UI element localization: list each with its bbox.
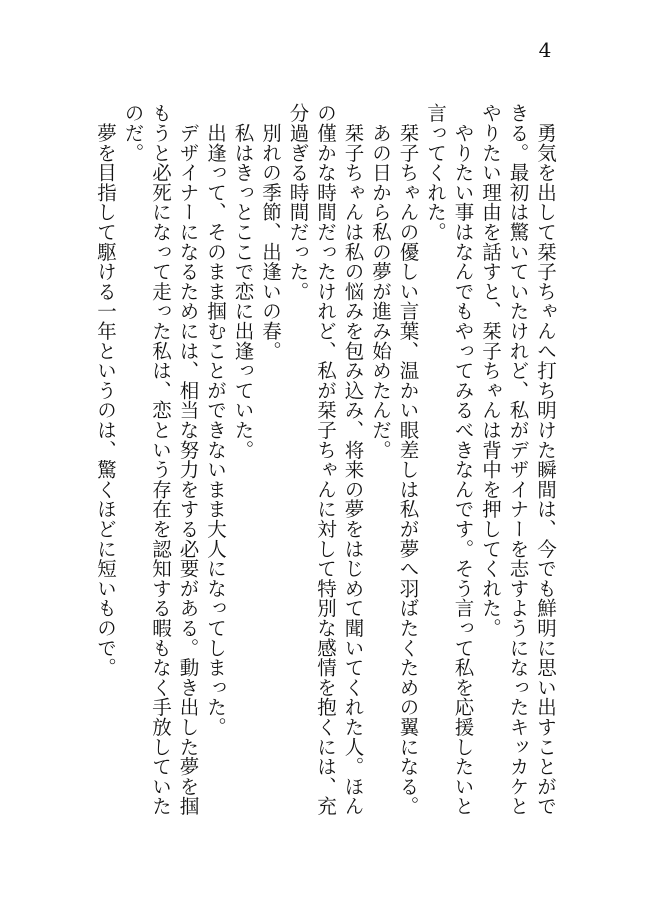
paragraph: 別れの季節、出逢いの春。 bbox=[259, 103, 282, 361]
paragraph: あの日から私の夢が進み始めたんだ。 bbox=[369, 103, 392, 460]
paragraph: 栞子ちゃんは私の悩みを包み込み、将来の夢をはじめて聞いてくれた人。ほんの僅かな時間だったけれど、私が栞子ちゃんに対して特別な感情を抱くには、充分過ぎる時間だった。 bbox=[286, 103, 365, 816]
paragraph: 出逢って、そのまま掴むことができないまま大人になってしまった。 bbox=[204, 103, 227, 737]
page-number: 4 bbox=[538, 38, 552, 62]
paragraph: 栞子ちゃんの優しい言葉、温かい眼差しは私が夢へ羽ばたくための翼になる。 bbox=[396, 103, 420, 816]
paragraph: 私はきっとここで恋に出逢っていた。 bbox=[231, 103, 255, 460]
body-text bbox=[79, 103, 559, 823]
paragraph: デザイナーになるためには、相当な努力をする必要がある。動き出した夢を掴もうと必死になって走った私は、恋という存在を認知する暇もなく手放していたのだ。 bbox=[121, 103, 200, 816]
paragraph: 夢を目指して駆ける一年というのは、驚くほどに短いもので。 bbox=[94, 103, 117, 678]
paragraph: 勇気を出して栞子ちゃんへ打ち明けた瞬間は、今でも鮮明に思い出すことができる。最初は驚いていたけれど、私がデザイナーを志すようになったキッカケとやりたい理由を話すと、栞子ちゃんは背中を押してくれた。 bbox=[479, 103, 557, 816]
paragraph: やりたい事はなんでもやってみるべきなんです。そう言って私を応援したいと言ってくれた。 bbox=[424, 103, 475, 816]
